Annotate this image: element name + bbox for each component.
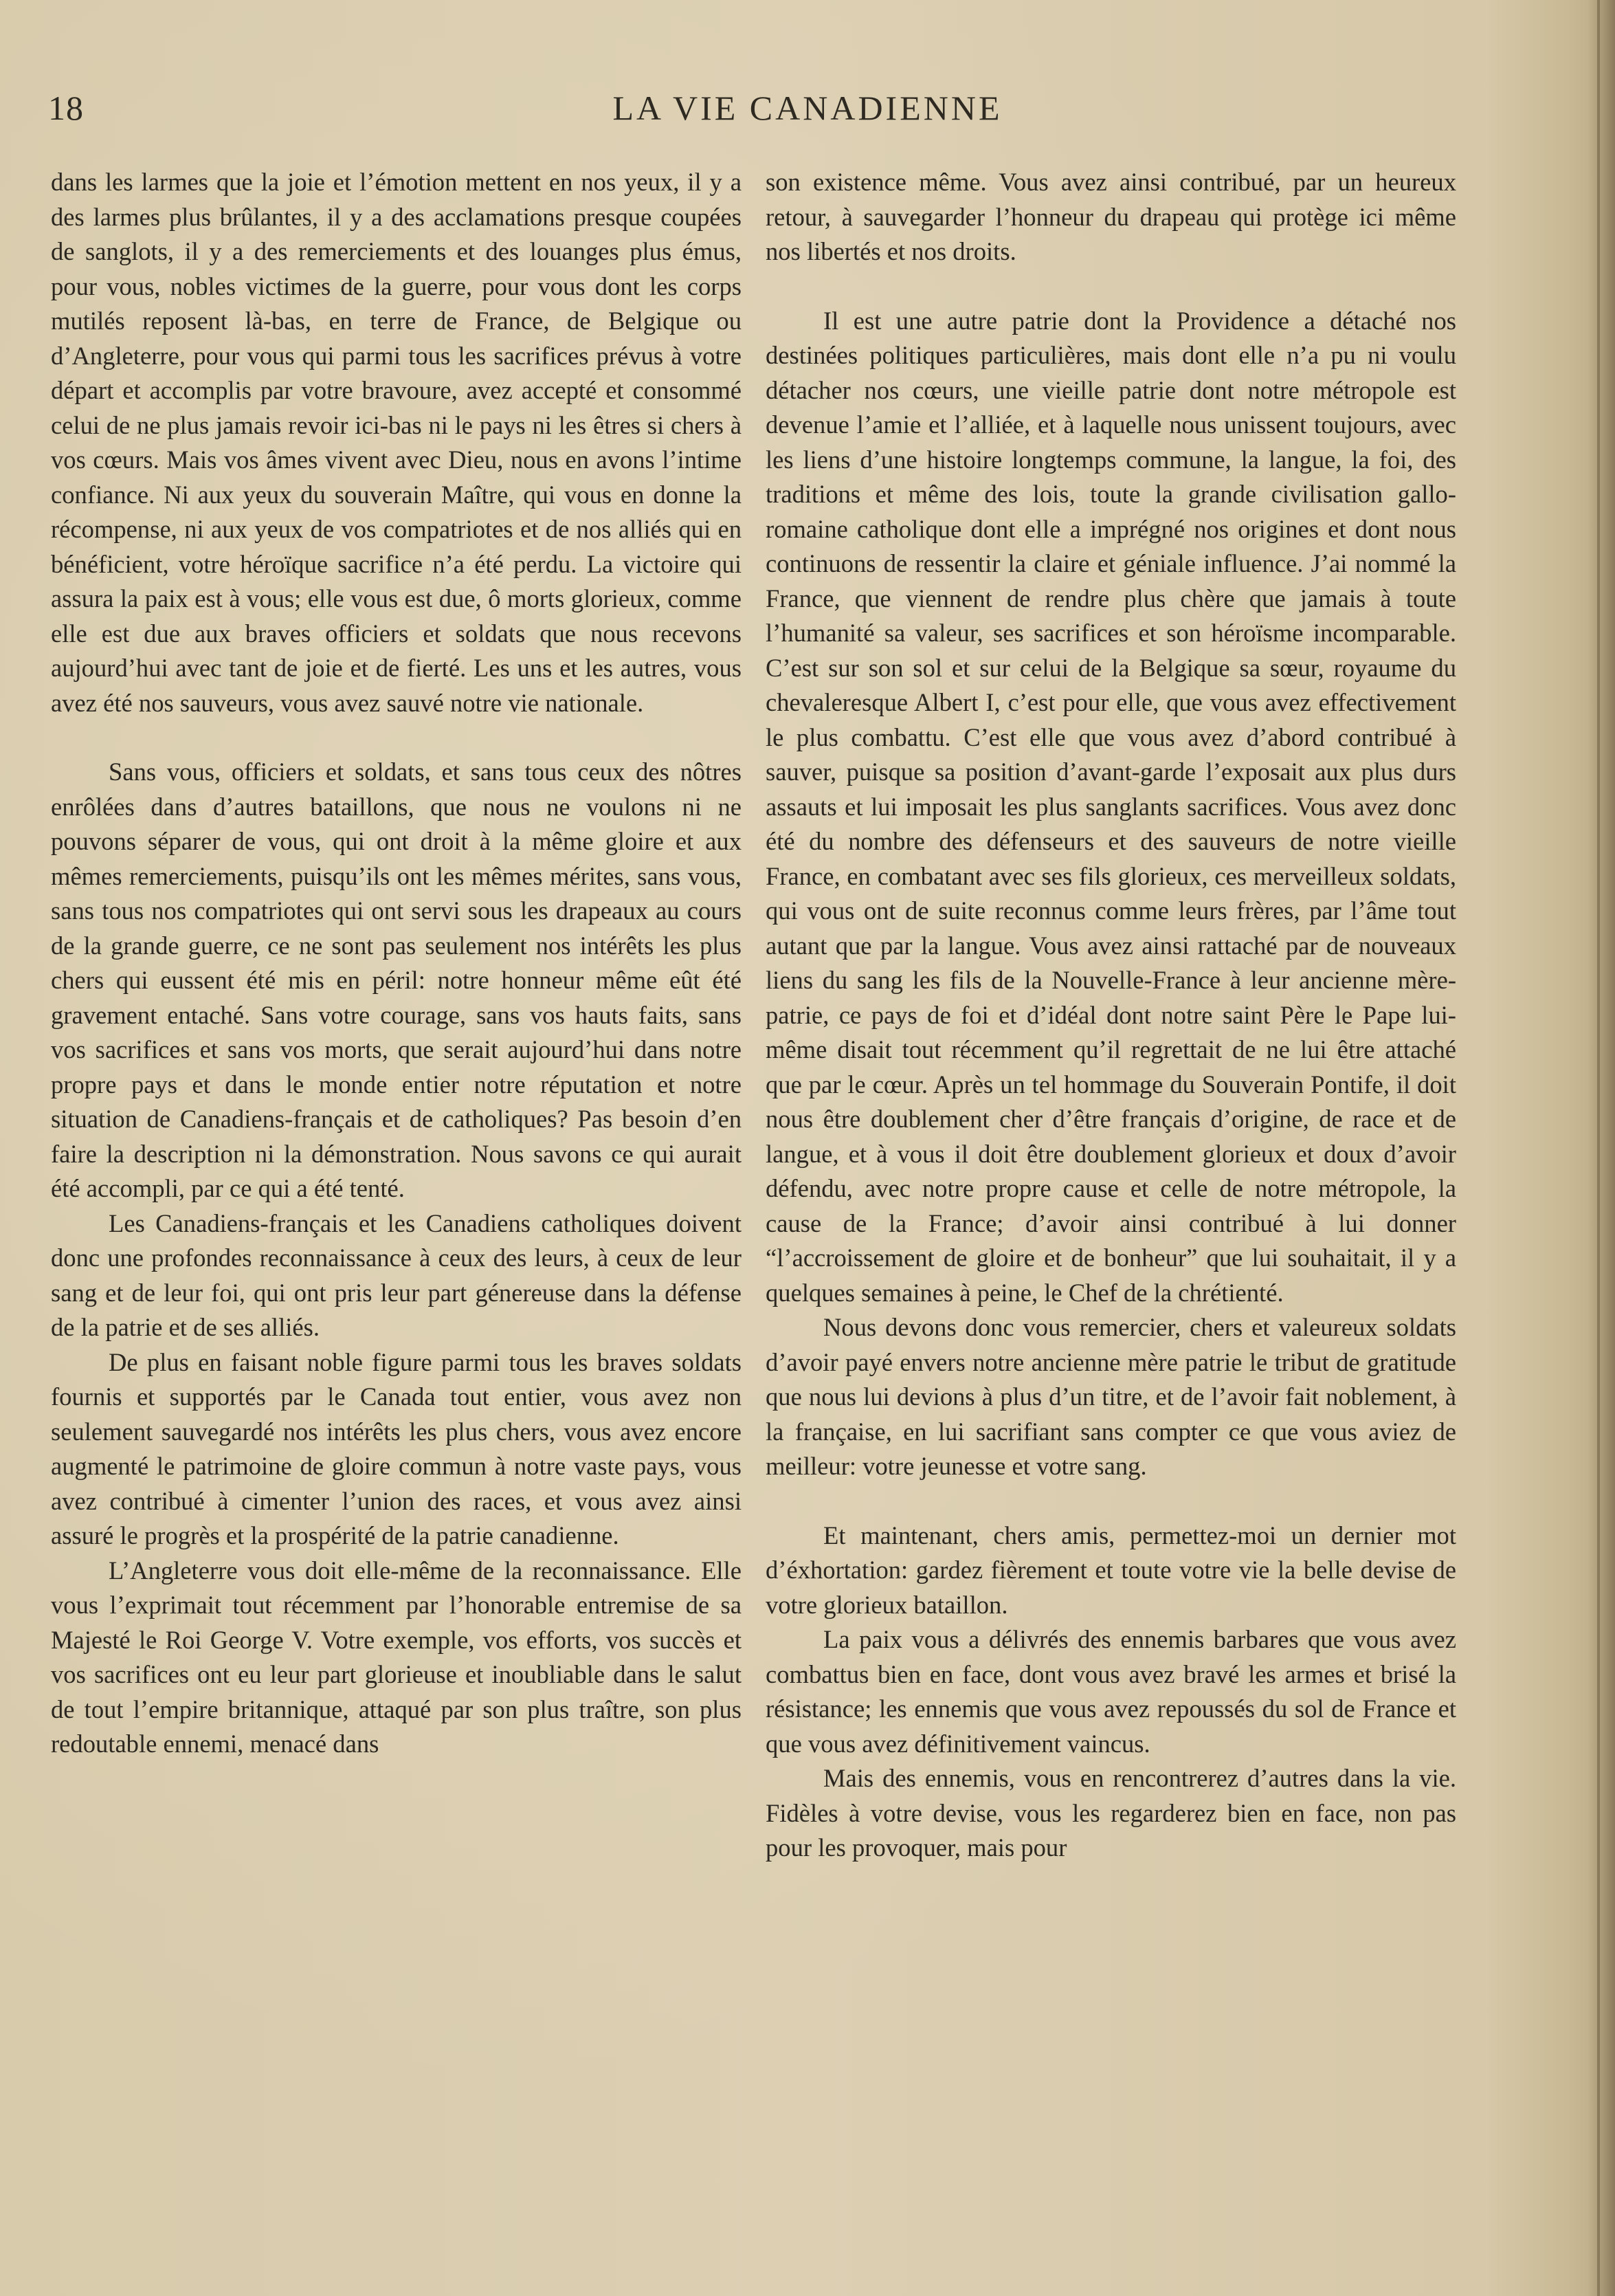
paragraph: L’Angleterre vous doit elle-même de la reconnaissance. Elle vous l’exprimait tout récemment par l’honorable entremise de sa Majesté le Roi George V. Votre exemple, vos efforts, vos succès et vos sacrifices ont eu leur part glorieuse et inoubliable dans le salut de tout l’empire britannique, attaqué par son plus traître, son plus redoutable ennemi, menacé dans xyxy=(51,1556,742,1758)
page-number: 18 xyxy=(48,89,84,127)
paragraph: Sans vous, officiers et soldats, et sans tous ceux des nôtres enrôlées dans d’autres bataillons, que nous ne voulons ni ne pouvons séparer de vous, qui ont droit à la même gloire et aux mêmes remerciements, puisqu’ils ont les mêmes mérites, sans vous, sans tous nos compatriotes qui ont servi sous les drapeaux au cours de la grande guerre, ce ne sont pas seulement nos intérêts les plus chers qui eussent été mis en péril: notre honneur même eût été gravement entaché. Sans votre courage, sans vos hauts faits, sans vos sacrifices et sans vos morts, que serait aujourd’hui dans notre propre pays et dans le monde entier notre réputation et notre situation de Canadiens-français et de catholiques? Pas besoin d’en faire la description ni la démonstration. Nous savons ce qui aurait été accompli, par ce qui a été tenté. xyxy=(51,758,742,1202)
running-title: LA VIE CANADIENNE xyxy=(612,89,1003,127)
paragraph: son existence même. Vous avez ainsi contribué, par un heureux retour, à sauvegarder l’honneur du drapeau qui protège ici même nos libertés et nos droits. xyxy=(766,168,1456,265)
page-edge-shadow xyxy=(1588,0,1615,2296)
paragraph: Nous devons donc vous remercier, chers et valeureux soldats d’avoir payé envers notre ancienne mère patrie le tribut de gratitude que nous lui devions à plus d’un titre, et de l’avoir fait noblement, à la française, en lui sacrifiant sans compter ce que vous aviez de meilleur: votre jeunesse et votre sang. xyxy=(766,1313,1456,1480)
left-column xyxy=(51,165,742,1762)
paragraph: La paix vous a délivrés des ennemis barbares que vous avez combattus bien en face, dont vous avez bravé les armes et brisé la résistance; les ennemis que vous avez repoussés du sol de France et que vous avez définitivement vaincus. xyxy=(766,1625,1456,1758)
page-edge-line xyxy=(1597,0,1600,2296)
paragraph: Mais des ennemis, vous en rencontrerez d’autres dans la vie. Fidèles à votre devise, vous les regarderez bien en face, non pas pour les provoquer, mais pour xyxy=(766,1764,1456,1862)
paragraph: dans les larmes que la joie et l’émotion mettent en nos yeux, il y a des larmes plus brûlantes, il y a des acclamations presque coupées de sanglots, il y a des remerciements et des louanges plus émus, pour vous, nobles victimes de la guerre, pour vous dont les corps mutilés reposent là-bas, en terre de France, de Belgique ou d’Angleterre, pour vous qui parmi tous les sacrifices prévus à votre départ et accomplis par votre bravoure, avez accepté et consommé celui de ne plus jamais revoir ici-bas ni le pays ni les êtres si chers à vos cœurs. Mais vos âmes vivent avec Dieu, nous en avons l’intime confiance. Ni aux yeux du souverain Maître, qui vous en donne la récompense, ni aux yeux de vos compatriotes et de nos alliés qui en bénéficient, votre héroïque sacrifice n’a été perdu. La victoire qui assura la paix est à vous; elle vous est due, ô morts glorieux, comme elle est due aux braves officiers et soldats que nous recevons aujourd’hui avec tant de joie et de fierté. Les uns et les autres, vous avez été nos sauveurs, vous avez sauvé notre vie nationale. xyxy=(51,168,742,717)
paragraph: Il est une autre patrie dont la Providence a détaché nos destinées politiques particulières, mais dont elle n’a pu ni voulu détacher nos cœurs, une vieille patrie dont notre métropole est devenue l’amie et l’alliée, et à laquelle nous unissent toujours, avec les liens d’une histoire longtemps commune, la langue, la foi, des traditions et même des lois, toute la grande civilisation gallo-romaine catholique dont elle a imprégné nos origines et dont nous continuons de ressentir la claire et géniale influence. J’ai nommé la France, que viennent de rendre plus chère que jamais à toute l’humanité sa valeur, ses sacrifices et son héroïsme incomparable. C’est sur son sol et sur celui de la Belgique sa sœur, royaume du chevaleresque Albert I, c’est pour elle, que vous avez effectivement le plus combattu. C’est elle que vous avez d’abord contribué à sauver, puisque sa position d’avant-garde l’exposait aux plus durs assauts et lui imposait les plus sanglants sacrifices. Vous avez donc été du nombre des défenseurs et des sauveurs de notre vieille France, en combatant avec ses fils glorieux, ces merveilleux soldats, qui vous ont de suite reconnus comme leurs frères, par l’âme tout autant que par la langue. Vous avez ainsi rattaché par de nouveaux liens du sang les fils de la Nouvelle-France à leur ancienne mère-patrie, ce pays de foi et d’idéal dont notre saint Père le Pape lui-même disait tout récemment qu’il regrettait de ne lui être attaché que par le cœur. Après un tel hommage du Souverain Pontife, il doit nous être doublement cher d’être français d’origine, de race et de langue, et à vous il doit être doublement glorieux et doux d’avoir défendu, avec notre propre cause et celle de notre métropole, la cause de la France; d’avoir ainsi contribué à lui donner “l’accroissement de gloire et de bonheur” que lui souhaitait, il y a quelques semaines à peine, le Chef de la chrétienté. xyxy=(766,306,1456,1307)
paragraph: Et maintenant, chers amis, permettez-moi un dernier mot d’éxhortation: gardez fièrement et toute votre vie la belle devise de votre glorieux bataillon. xyxy=(766,1521,1456,1619)
paragraph: De plus en faisant noble figure parmi tous les braves soldats fournis et supportés par le Canada tout entier, vous avez non seulement sauvegardé nos intérêts les plus chers, vous avez encore augmenté le patrimoine de gloire commun à notre vaste pays, vous avez contribué à cimenter l’union des races, et vous avez ainsi assuré le progrès et la prospérité de la patrie canadienne. xyxy=(51,1347,742,1549)
paragraph: Les Canadiens-français et les Canadiens catholiques doivent donc une profondes reconnaissance à ceux des leurs, à ceux de leur sang et de leur foi, qui ont pris leur part génereuse dans la défense de la patrie et de ses alliés. xyxy=(51,1208,742,1341)
right-column xyxy=(766,165,1456,1866)
